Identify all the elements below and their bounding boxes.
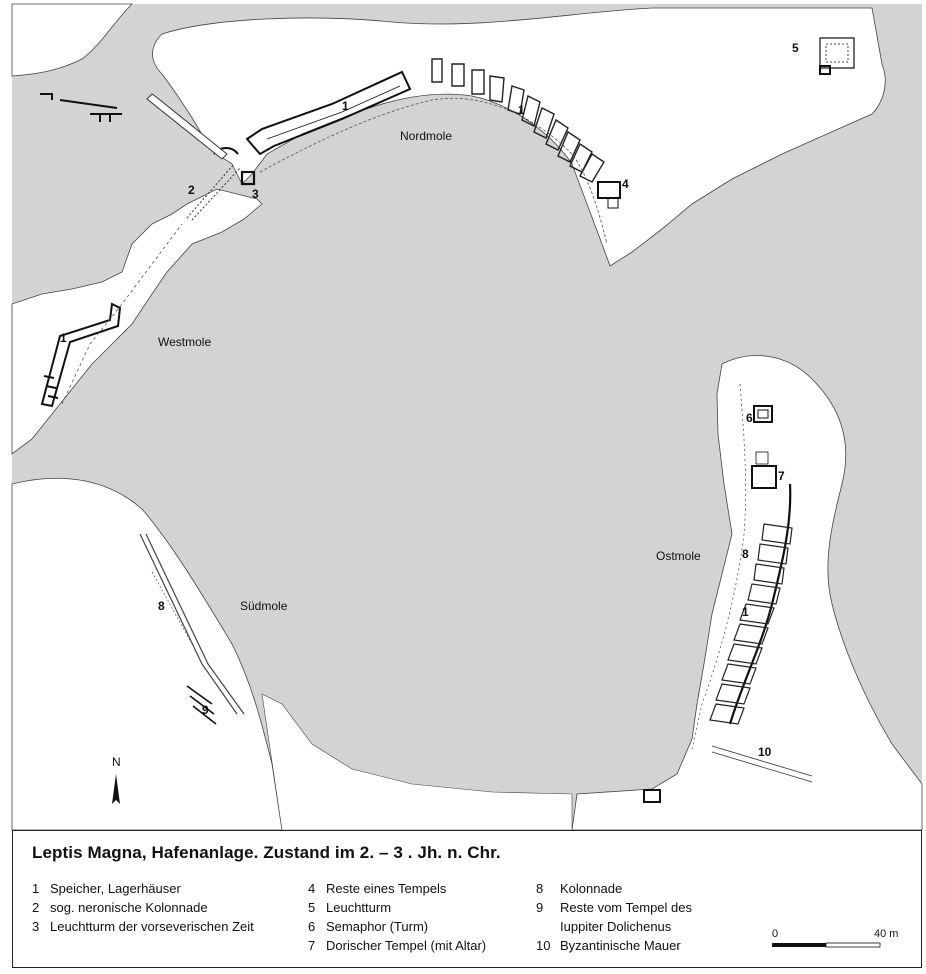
num-5: 5: [792, 41, 799, 55]
num-4: 4: [622, 177, 629, 191]
legend-item: 2 sog. neronische Kolonnade: [32, 900, 208, 915]
scale-segment-filled: [772, 943, 826, 947]
legend-item: 6 Semaphor (Turm): [308, 919, 429, 934]
harbour-plan-svg: [12, 4, 922, 830]
caption-panel: [12, 830, 922, 969]
legend-item: 8 Kolonnade: [536, 881, 623, 896]
num-7: 7: [778, 469, 785, 483]
label-ostmole: Ostmole: [656, 549, 701, 563]
label-nordmole: Nordmole: [400, 129, 453, 143]
legend-item: 1 Speicher, Lagerhäuser: [32, 881, 181, 896]
num-6: 6: [746, 411, 753, 425]
label-suedmole: Südmole: [240, 599, 288, 613]
legend-column-1: [32, 879, 254, 936]
legend-item: 3 Leuchtturm der vorseverischen Zeit: [32, 919, 254, 934]
legend-column-2: [308, 879, 486, 955]
num-1-west: 1: [60, 331, 67, 345]
num-9: 9: [202, 703, 209, 717]
scale-end: 40 m: [874, 928, 899, 940]
scale-start: 0: [772, 928, 779, 940]
legend-item: 5 Leuchtturm: [308, 900, 392, 915]
legend-item: 10 Byzantinische Mauer: [536, 938, 681, 953]
legend-item: 4 Reste eines Tempels: [308, 881, 447, 896]
map-title: Leptis Magna, Hafenanlage. Zustand im 2. – 3 . Jh. n. Chr.: [32, 843, 501, 862]
num-1-north2: 1: [518, 103, 525, 117]
num-8-south: 8: [158, 599, 165, 613]
legend-item: 7 Dorischer Tempel (mit Altar): [308, 938, 487, 953]
legend-column-3: [536, 879, 692, 955]
num-1-east: 1: [742, 605, 749, 619]
legend-item: 9 Reste vom Tempel des: [536, 900, 692, 915]
label-westmole: Westmole: [158, 335, 212, 349]
north-arrow-label: N: [112, 755, 121, 769]
scale-segment-empty: [826, 943, 880, 947]
num-8-east: 8: [742, 547, 749, 561]
legend-item: Iuppiter Dolichenus: [560, 919, 672, 934]
num-10: 10: [758, 745, 772, 759]
harbour-map: [12, 4, 922, 830]
num-2: 2: [188, 183, 195, 197]
num-3: 3: [252, 187, 259, 201]
num-1-north: 1: [342, 99, 349, 113]
scale-bar: [772, 925, 899, 965]
